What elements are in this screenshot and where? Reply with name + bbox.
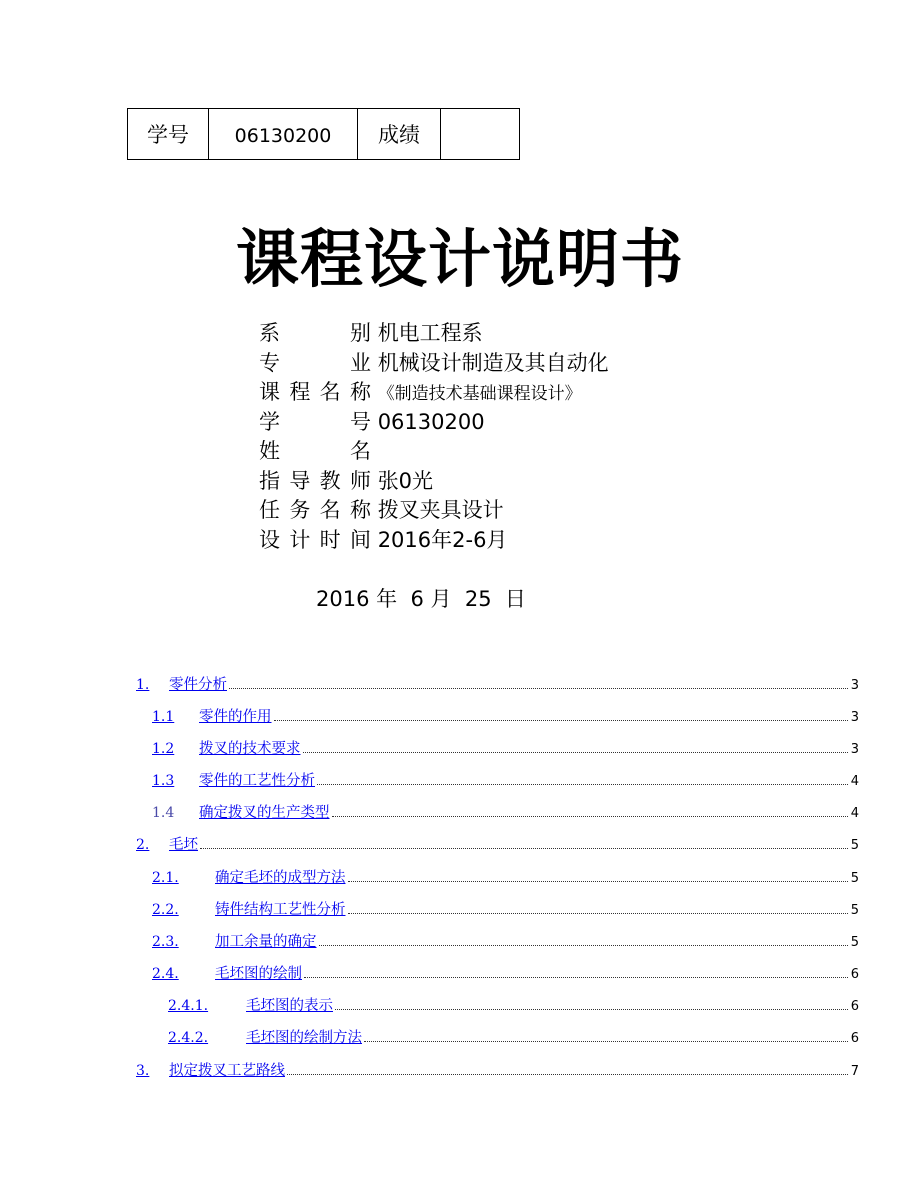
toc-entry[interactable] xyxy=(152,737,859,757)
toc-entry[interactable] xyxy=(136,673,859,693)
toc-entry[interactable] xyxy=(168,1026,859,1046)
toc-entry-page: 3 xyxy=(850,678,859,693)
info-label: 专 业 xyxy=(259,350,371,375)
toc-entry-page: 6 xyxy=(850,999,859,1014)
cover-info xyxy=(259,319,609,555)
score-value xyxy=(441,109,520,160)
toc-entry-title[interactable]: 零件的工艺性分析 xyxy=(199,773,315,789)
toc-entry-title[interactable]: 毛坯图的表示 xyxy=(246,998,333,1014)
toc-leader-dots xyxy=(332,815,849,817)
info-value: 《制造技术基础课程设计》 xyxy=(377,384,582,404)
toc-entry-number[interactable]: 2.1. xyxy=(152,870,179,886)
info-label: 任务名称 xyxy=(259,498,371,522)
toc-leader-dots xyxy=(319,944,849,946)
info-label: 课程名称 xyxy=(259,380,371,404)
toc-entry-number[interactable]: 1.4 xyxy=(152,805,175,821)
info-value: 机械设计制造及其自动化 xyxy=(377,350,609,375)
toc-entry-page: 3 xyxy=(850,742,859,757)
info-row-department xyxy=(259,319,609,349)
info-value: 张0光 xyxy=(377,468,434,493)
toc-entry[interactable] xyxy=(152,930,859,950)
document-title: 课程设计说明书 xyxy=(236,223,684,296)
toc-leader-dots xyxy=(364,1040,848,1042)
toc-entry-title[interactable]: 铸件结构工艺性分析 xyxy=(215,902,346,918)
info-row-name xyxy=(259,437,609,467)
toc-entry-title[interactable]: 毛坯图的绘制方法 xyxy=(246,1030,362,1046)
toc-entry[interactable] xyxy=(136,1059,859,1079)
student-no-label: 学号 xyxy=(128,109,209,160)
toc-entry-number[interactable]: 2.4.2. xyxy=(168,1030,209,1046)
toc-entry-number[interactable]: 1. xyxy=(136,677,150,693)
toc-entry-title[interactable]: 零件的作用 xyxy=(199,709,272,725)
toc-leader-dots xyxy=(335,1008,848,1010)
info-row-major xyxy=(259,349,609,379)
toc-leader-dots xyxy=(229,687,848,689)
toc-entry-page: 4 xyxy=(850,774,859,789)
info-row-course xyxy=(259,378,609,408)
info-value: 机电工程系 xyxy=(377,321,483,345)
toc-entry[interactable] xyxy=(136,833,859,853)
toc-entry-number[interactable]: 1.1 xyxy=(152,709,175,725)
toc-entry-title[interactable]: 确定毛坯的成型方法 xyxy=(215,870,346,886)
toc-leader-dots xyxy=(304,976,848,978)
toc-entry-number[interactable]: 1.2 xyxy=(152,741,175,757)
toc-entry[interactable] xyxy=(152,705,859,725)
toc-entry[interactable] xyxy=(152,962,859,982)
info-label: 指导教师 xyxy=(259,468,371,493)
info-label: 姓 名 xyxy=(259,439,371,463)
toc-entry-number[interactable]: 1.3 xyxy=(152,773,175,789)
student-no-value: 06130200 xyxy=(209,109,358,160)
toc-entry-title[interactable]: 确定拨叉的生产类型 xyxy=(199,805,330,821)
info-row-task xyxy=(259,496,609,526)
info-row-advisor xyxy=(259,467,609,497)
toc-entry[interactable] xyxy=(168,994,859,1014)
toc-entry[interactable] xyxy=(152,801,859,821)
toc-entry-title[interactable]: 毛坯图的绘制 xyxy=(215,966,302,982)
toc-entry-number[interactable]: 2. xyxy=(136,837,150,853)
toc-leader-dots xyxy=(348,912,849,914)
info-row-student-no xyxy=(259,408,609,438)
toc-entry-page: 5 xyxy=(850,871,859,886)
toc-leader-dots xyxy=(317,783,848,785)
toc-entry-title[interactable]: 加工余量的确定 xyxy=(215,934,317,950)
toc-entry[interactable] xyxy=(152,769,859,789)
toc-entry-number[interactable]: 2.4. xyxy=(152,966,179,982)
toc-entry-page: 7 xyxy=(850,1064,859,1079)
toc-entry-page: 3 xyxy=(850,710,859,725)
toc-entry[interactable] xyxy=(152,866,859,886)
document-date: 2016 年 6 月 25 日 xyxy=(316,587,526,611)
toc-entry-title[interactable]: 拟定拨叉工艺路线 xyxy=(169,1063,285,1079)
info-row-time xyxy=(259,526,609,556)
toc-entry-number[interactable]: 2.3. xyxy=(152,934,179,950)
toc-entry[interactable] xyxy=(152,898,859,918)
info-label: 系 别 xyxy=(259,321,371,345)
info-label: 设计时间 xyxy=(259,527,371,552)
info-label: 学 号 xyxy=(259,409,371,434)
info-value: 06130200 xyxy=(377,409,485,434)
toc-entry-page: 5 xyxy=(850,935,859,950)
toc-entry-number[interactable]: 2.4.1. xyxy=(168,998,209,1014)
toc-leader-dots xyxy=(303,751,849,753)
score-label: 成绩 xyxy=(358,109,441,160)
toc-entry-number[interactable]: 3. xyxy=(136,1063,150,1079)
info-value: 2016年2-6月 xyxy=(377,527,508,552)
toc-entry-page: 6 xyxy=(850,1031,859,1046)
toc-entry-page: 6 xyxy=(850,967,859,982)
toc-leader-dots xyxy=(348,880,849,882)
info-value: 拨叉夹具设计 xyxy=(377,498,504,522)
student-info-table xyxy=(127,108,520,160)
toc-entry-page: 5 xyxy=(850,903,859,918)
toc-leader-dots xyxy=(287,1073,848,1075)
toc-entry-page: 5 xyxy=(850,838,859,853)
toc-entry-title[interactable]: 零件分析 xyxy=(169,677,227,693)
toc-entry-title[interactable]: 毛坯 xyxy=(169,837,198,853)
toc-entry-page: 4 xyxy=(850,806,859,821)
toc-leader-dots xyxy=(200,847,848,849)
toc-entry-number[interactable]: 2.2. xyxy=(152,902,179,918)
toc-leader-dots xyxy=(274,719,849,721)
toc-entry-title[interactable]: 拨叉的技术要求 xyxy=(199,741,301,757)
